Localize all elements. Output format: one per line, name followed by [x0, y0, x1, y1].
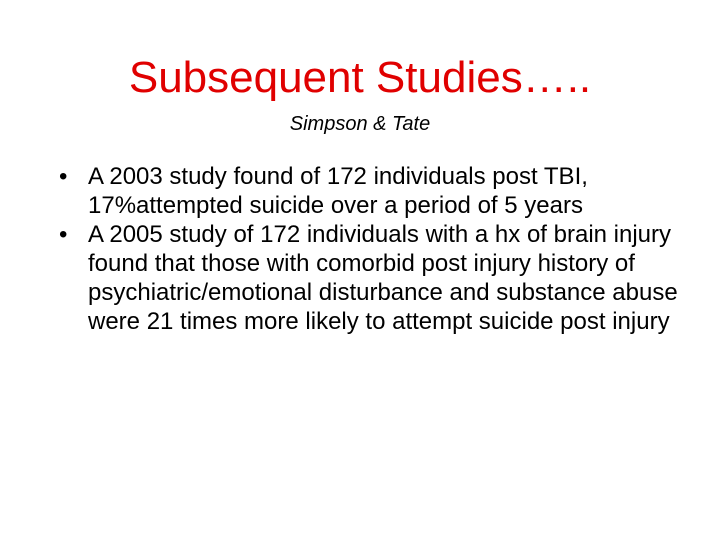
bullet-item [59, 220, 678, 336]
slide-title: Subsequent Studies….. [128, 53, 592, 102]
bullet-marker: • [59, 221, 68, 248]
bullet-item [59, 162, 678, 220]
bullet-marker: • [59, 163, 68, 190]
bullet-list [0, 162, 720, 336]
bullet-text: A 2005 study of 172 individuals with a hx of brain injury found that those with comorbid post injury history of psychiatric/emotional disturbance and substance abuse were 21 times more likely to attempt suicide post injury [88, 221, 678, 335]
slide-subtitle: Simpson & Tate [289, 113, 431, 135]
bullet-text: A 2003 study found of 172 individuals post TBI, 17%attempted suicide over a period of 5 years [88, 163, 588, 219]
